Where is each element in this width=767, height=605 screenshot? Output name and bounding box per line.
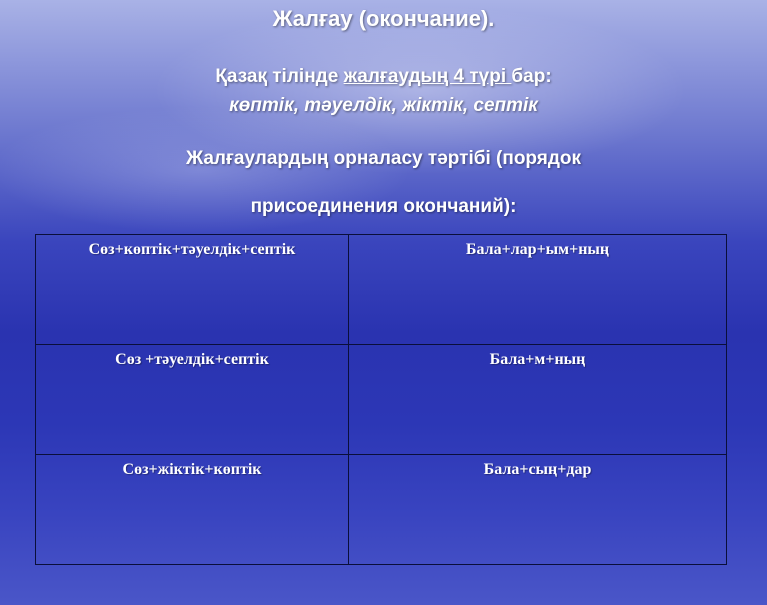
example-cell: Бала+лар+ым+ның (349, 235, 727, 345)
types-line: көптік, тәуелдік, жіктік, септік (229, 95, 538, 116)
slide-title: Жалғау (окончание). (272, 6, 495, 31)
formula-cell: Сөз +тәуелдік+септік (36, 345, 349, 455)
subtitle (0, 66, 767, 88)
table-row (36, 345, 727, 455)
subtitle-suffix: бар: (511, 66, 552, 87)
formula-cell: Сөз+жіктік+көптік (36, 455, 349, 565)
order-heading-line-2: присоединения окончаний): (250, 196, 517, 217)
subtitle-prefix: Қазақ тілінде (215, 66, 344, 87)
suffix-order-table (35, 234, 727, 565)
example-cell: Бала+сың+дар (349, 455, 727, 565)
table-row (36, 235, 727, 345)
table-row (36, 455, 727, 565)
order-heading-line-1: Жалғаулардың орналасу тәртібі (порядок (185, 148, 582, 169)
subtitle-underlined: жалғаудың 4 түрі (343, 66, 512, 87)
example-cell: Бала+м+ның (349, 345, 727, 455)
formula-cell: Сөз+көптік+тәуелдік+септік (36, 235, 349, 345)
